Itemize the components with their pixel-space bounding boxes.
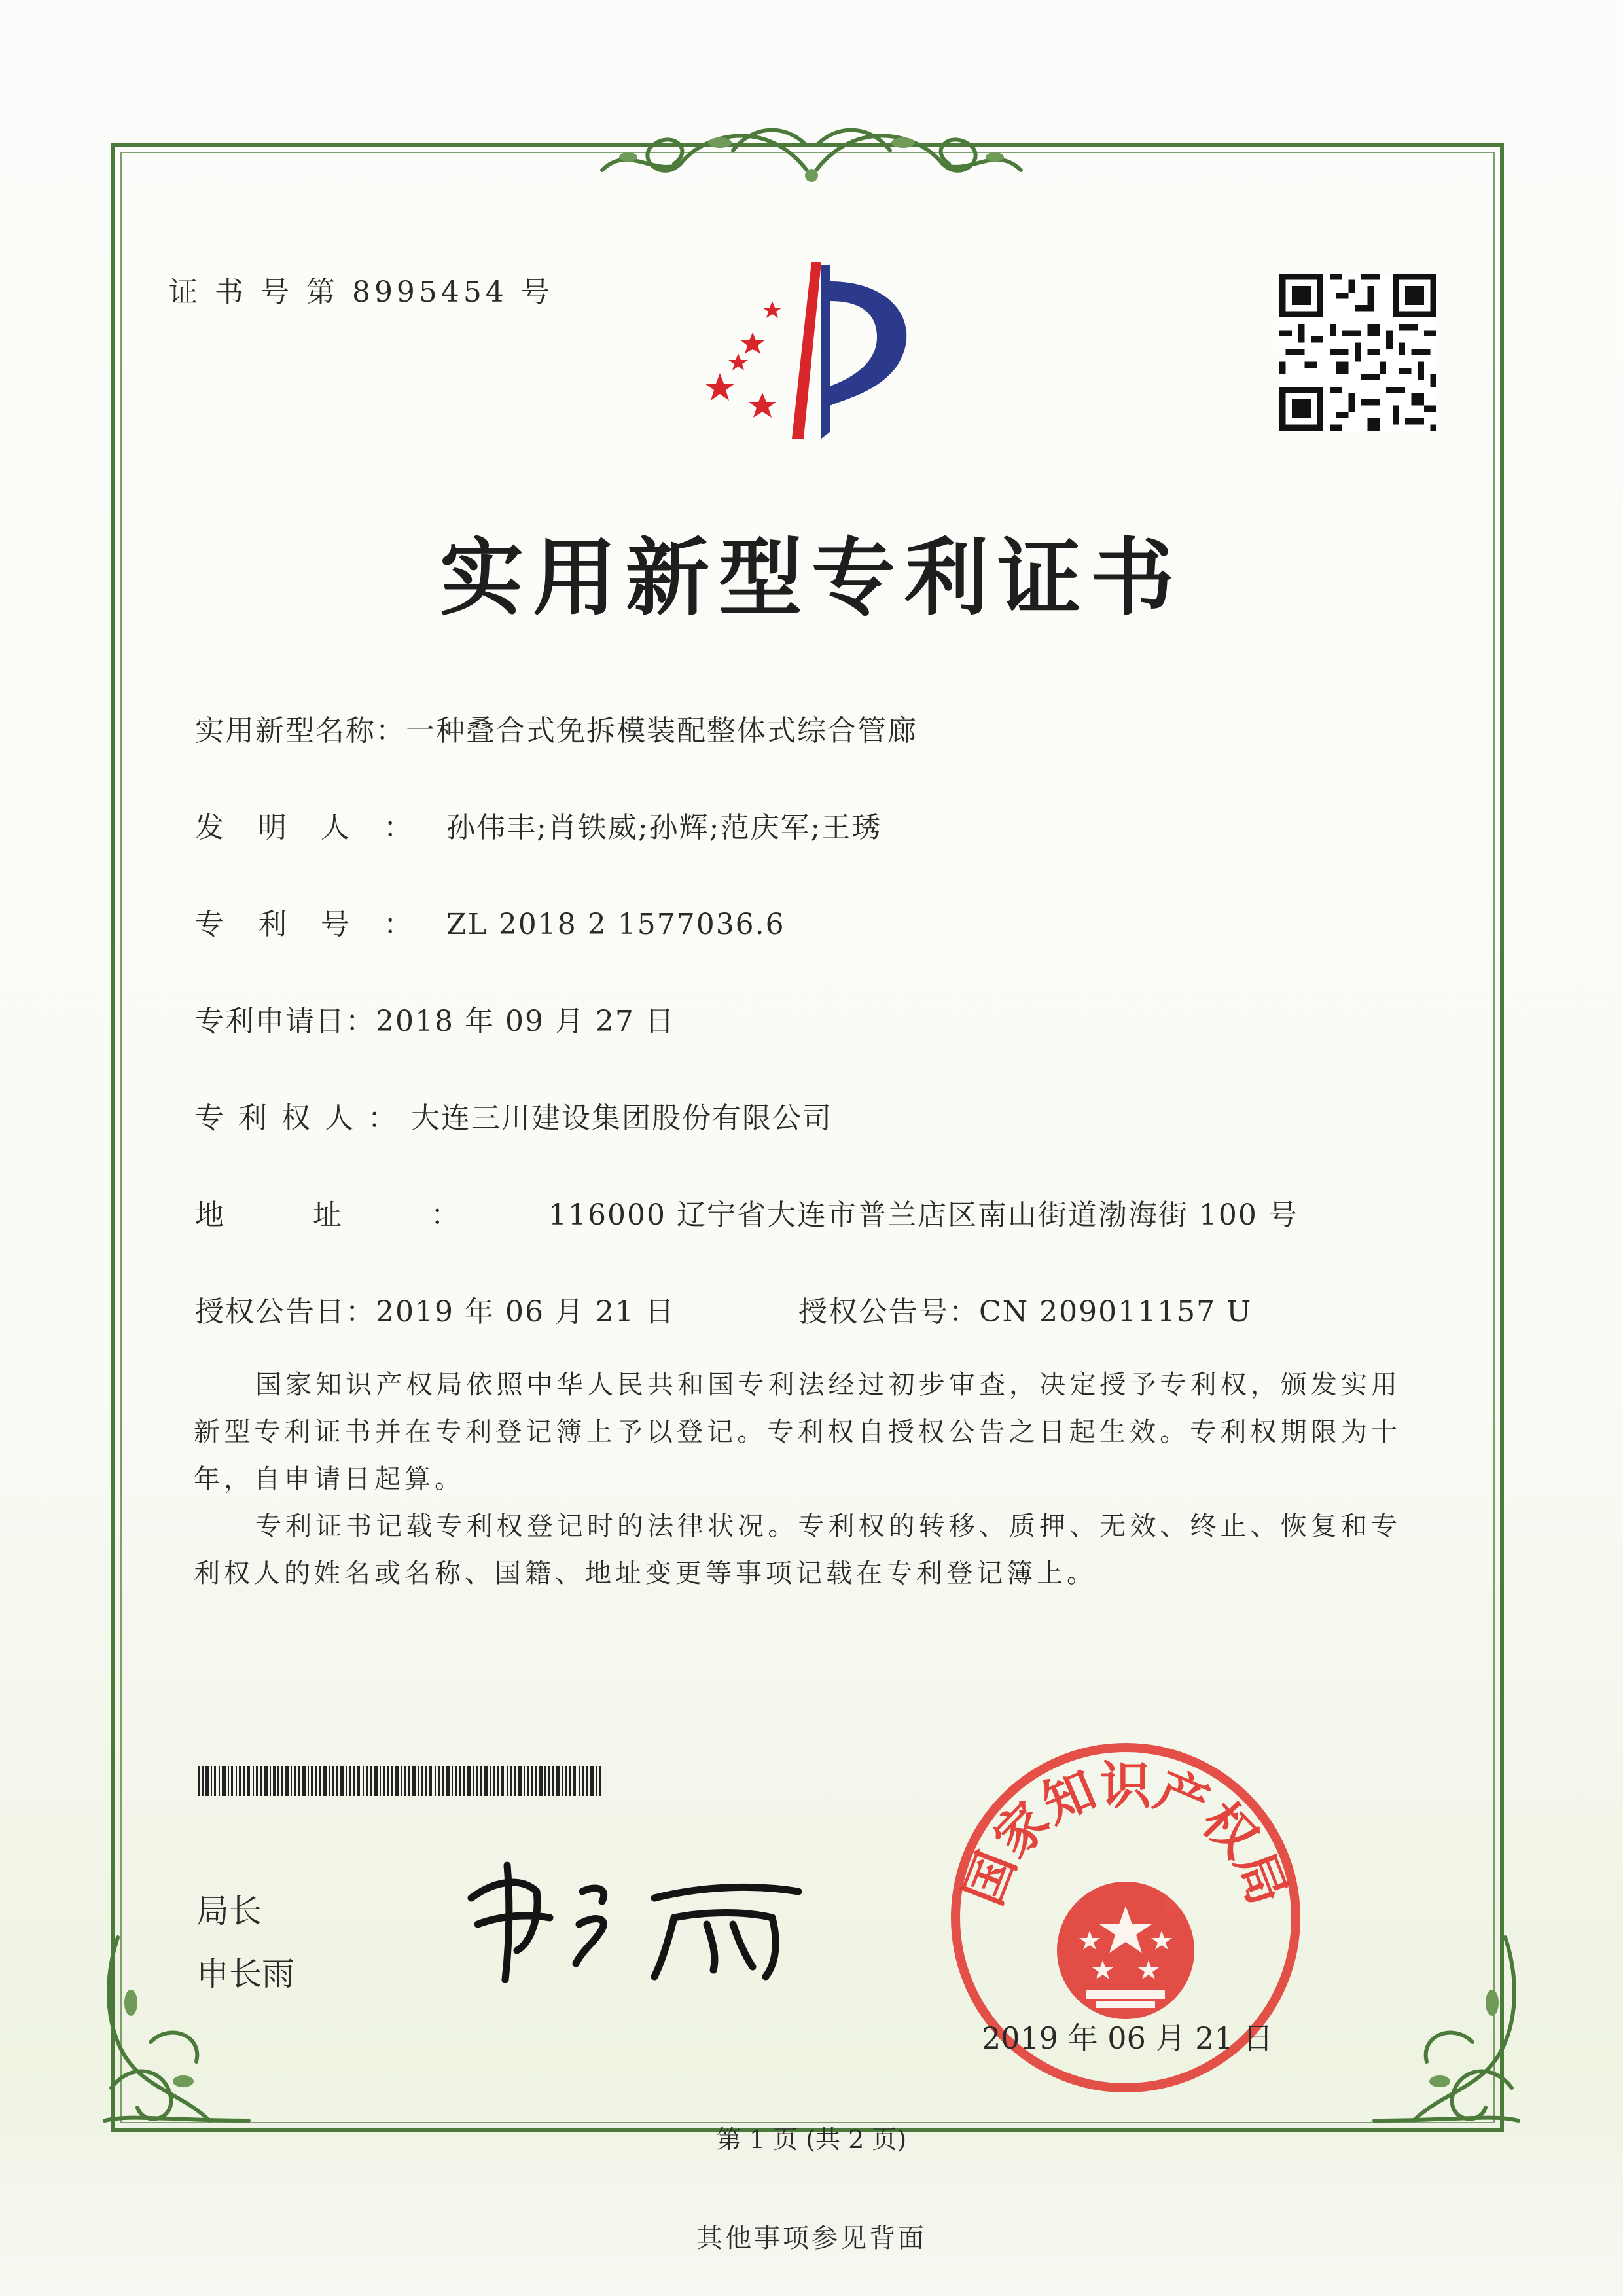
bottom-right-ornament-icon (1361, 1924, 1531, 2140)
field-address (195, 1191, 1298, 1233)
field-value: 116000 辽宁省大连市普兰店区南山街道渤海街 100 号 (548, 1198, 1298, 1232)
legal-paragraph: 专利证书记载专利权登记时的法律状况。专利权的转移、质押、无效、终止、恢复和专利权人的姓名或名称、国籍、地址变更等事项记载在专利登记簿上。 (194, 1511, 1401, 1588)
certificate-number: 证 书 号 第 8995454 号 (169, 276, 554, 309)
top-ornament-icon (576, 105, 1047, 190)
field-utility-model-name (195, 707, 918, 749)
field-patent-number (195, 901, 785, 942)
field-value: 孙伟丰;肖铁威;孙辉;范庆军;王琇 (446, 811, 882, 844)
field-value: ZL 2018 2 1577036.6 (446, 908, 785, 941)
seal-date: 2019 年 06 月 21 日 (982, 2020, 1274, 2056)
director-signature-icon (458, 1852, 812, 1983)
patent-office-logo-icon (681, 255, 936, 452)
field-value: 2018 年 09 月 27 日 (376, 1005, 675, 1038)
field-inventors (195, 804, 882, 846)
barcode-icon (198, 1766, 603, 1796)
director-title: 局长 (196, 1892, 262, 1930)
page-indicator: 第 1 页 (共 2 页) (716, 2125, 907, 2154)
field-value: 一种叠合式免拆模装配整体式综合管廊 (406, 714, 918, 747)
field-grant-number (798, 1288, 1252, 1330)
field-grant-date (195, 1288, 675, 1330)
seal-text: 国家知识产权局 (954, 1757, 1298, 1913)
field-label: 专利权人： (195, 1102, 411, 1135)
footer-note: 其他事项参见背面 (696, 2223, 927, 2253)
field-application-date (195, 997, 675, 1039)
field-value: 2019 年 06 月 21 日 (376, 1295, 675, 1329)
field-label: 授权公告日： (195, 1295, 376, 1329)
field-label: 授权公告号： (798, 1295, 979, 1329)
field-value: 大连三川建设集团股份有限公司 (411, 1102, 832, 1135)
field-patentee (195, 1094, 832, 1136)
director-name: 申长雨 (196, 1955, 294, 1993)
field-value: CN 209011157 U (979, 1295, 1253, 1329)
certificate-title: 实用新型专利证书 (439, 529, 1183, 627)
field-label: 实用新型名称： (195, 714, 406, 747)
field-label: 专利申请日： (195, 1005, 376, 1038)
field-label: 发明人： (195, 811, 446, 844)
field-label: 专利号： (195, 908, 446, 941)
legal-paragraph: 国家知识产权局依照中华人民共和国专利法经过初步审查，决定授予专利权，颁发实用新型专利证书并在专利登记簿上予以登记。专利权自授权公告之日起生效。专利权期限为十年，自申请日起算。 (194, 1370, 1401, 1494)
field-label: 地址： (195, 1198, 548, 1232)
qr-code-icon (1279, 274, 1436, 431)
